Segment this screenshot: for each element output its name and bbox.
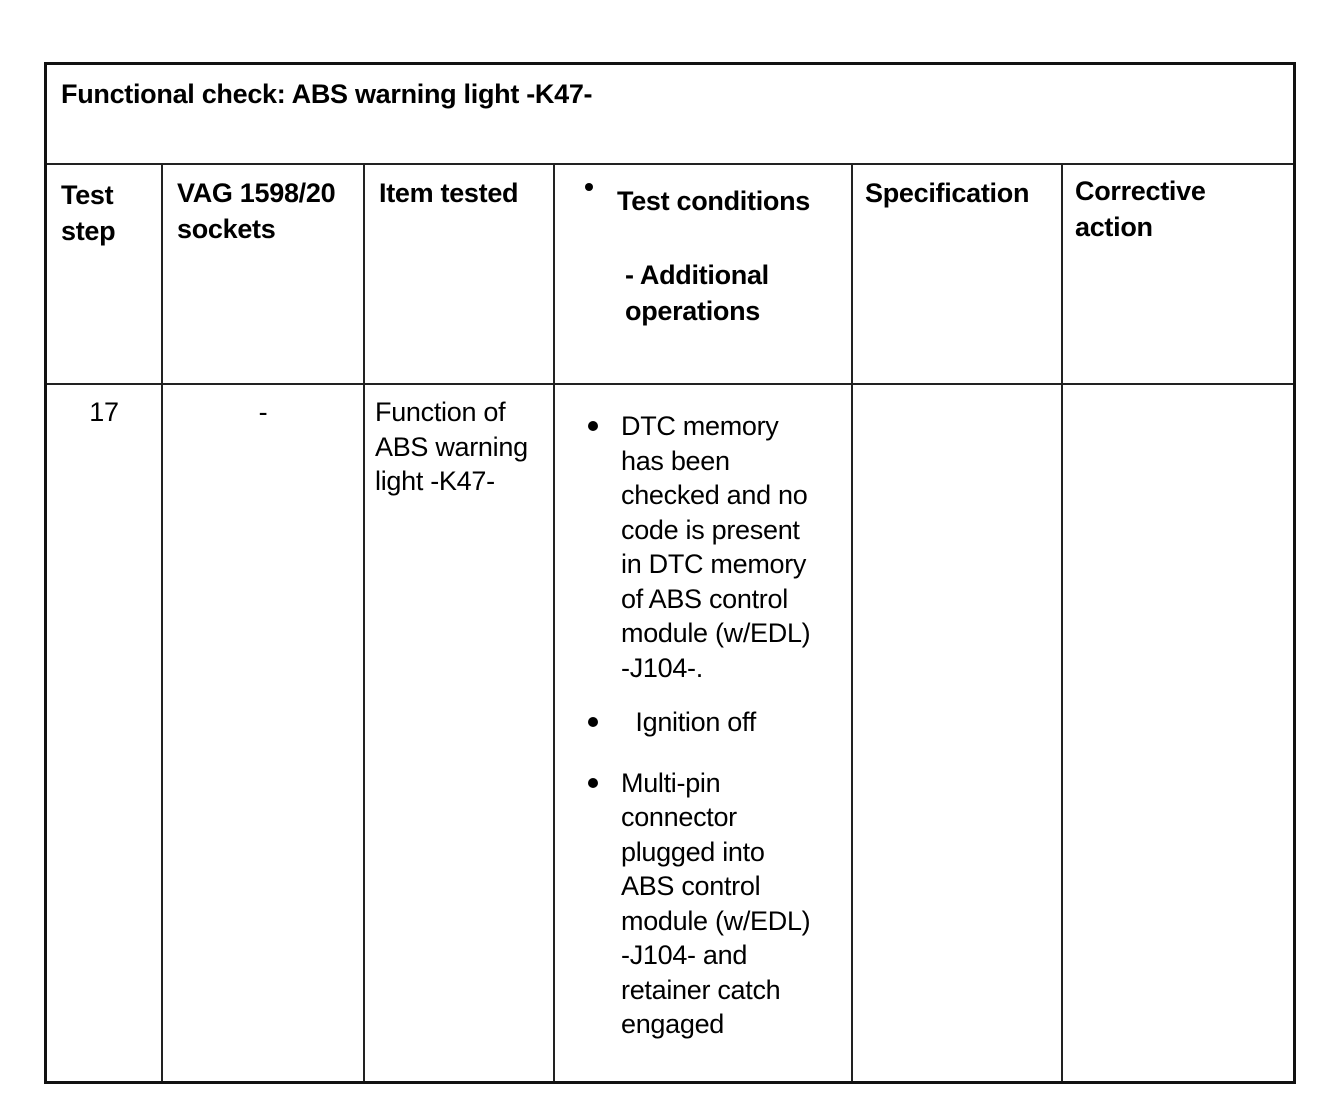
test-table: [44, 62, 1296, 1084]
header-corrective-action: Corrective action: [1075, 176, 1206, 242]
table-title: Functional check: ABS warning light -K47-: [61, 79, 593, 109]
cell-sockets: -: [258, 397, 268, 427]
test-conditions-list: [577, 409, 847, 1062]
column-divider: [363, 163, 365, 1081]
column-divider: [553, 163, 555, 1081]
cell-test-step: 17: [89, 397, 119, 427]
column-divider: [161, 163, 163, 1081]
header-bullet-icon: [585, 183, 593, 191]
bullet-icon: [588, 778, 598, 788]
bullet-icon: [588, 421, 598, 431]
list-item: Multi-pin connector plugged into ABS control module (w/EDL) -J104- and retainer catch engaged: [577, 766, 847, 1042]
cell-item-tested: Function of ABS warning light -K47-: [375, 397, 528, 496]
header-sockets: VAG 1598/20 sockets: [177, 178, 336, 244]
list-item: DTC memory has been checked and no code is present in DTC memory of ABS control module (w/EDL) -J104-.: [577, 409, 847, 685]
header-specification: Specification: [865, 178, 1030, 208]
header-additional-operations: - Additional operations: [625, 260, 769, 326]
header-test-conditions: Test conditions: [617, 186, 811, 216]
list-item: Ignition off: [577, 705, 847, 740]
column-divider: [851, 163, 853, 1081]
header-divider: [47, 383, 1293, 385]
table-title-row: [47, 65, 1293, 165]
bullet-icon: [588, 717, 598, 727]
header-item-tested: Item tested: [379, 178, 519, 208]
column-divider: [1061, 163, 1063, 1081]
header-test-step: Test step: [61, 180, 116, 246]
